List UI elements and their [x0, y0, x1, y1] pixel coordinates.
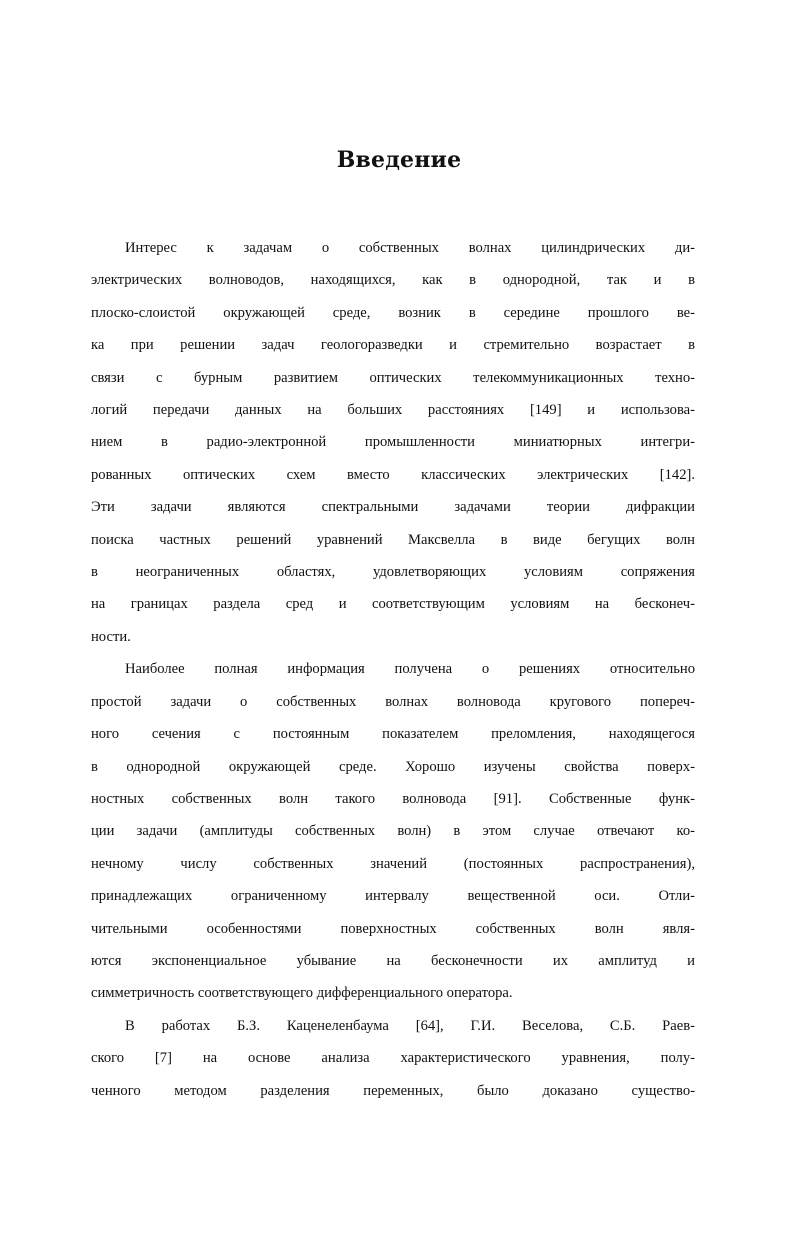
text-line: в однородной окружающей среде. Хорошо изучены свойства поверх- — [91, 758, 695, 775]
text-line: ского [7] на основе анализа характеристического уравнения, полу- — [91, 1050, 695, 1067]
text-line: Интерес к задачам о собственных волнах цилиндрических ди- — [125, 240, 695, 256]
text-line: чительными особенностями поверхностных собственных волн явля- — [91, 920, 695, 937]
text-line: ного сечения с постоянным показателем преломления, находящегося — [91, 726, 695, 743]
text-line: ности. — [91, 628, 131, 645]
body-text — [91, 232, 695, 1107]
paragraph — [91, 653, 695, 1009]
text-line: рованных оптических схем вместо классических электрических [142]. — [91, 466, 695, 483]
paragraph — [91, 232, 695, 653]
text-line: симметричность соответствующего дифференциального оператора. — [91, 985, 513, 1002]
text-line: ченного методом разделения переменных, было доказано существо- — [91, 1082, 695, 1099]
text-line: ются экспоненциальное убывание на бесконечности их амплитуд и — [91, 952, 695, 969]
text-line: Наиболее полная информация получена о решениях относительно — [125, 661, 695, 678]
text-line: ции задачи (амплитуды собственных волн) в этом случае отвечают ко- — [91, 823, 695, 840]
text-line: в неограниченных областях, удовлетворяющих условиям сопряжения — [91, 564, 695, 581]
text-line: поиска частных решений уравнений Максвелла в виде бегущих волн — [91, 531, 695, 548]
text-line: простой задачи о собственных волнах волновода кругового попереч- — [91, 693, 695, 710]
text-line: электрических волноводов, находящихся, как в однородной, так и в — [91, 272, 695, 289]
text-line: ка при решении задач геологоразведки и стремительно возрастает в — [91, 337, 695, 354]
text-line: Эти задачи являются спектральными задачами теории дифракции — [91, 499, 695, 516]
chapter-heading: Введение — [336, 147, 462, 173]
text-line: принадлежащих ограниченному интервалу вещественной оси. Отли- — [91, 888, 695, 905]
text-line: плоско-слоистой окружающей среде, возник в середине прошлого ве- — [91, 304, 695, 321]
text-line: ностных собственных волн такого волновода [91]. Собственные функ- — [91, 790, 695, 807]
text-line: нечному числу собственных значений (постоянных распространения), — [91, 855, 695, 872]
text-line: связи с бурным развитием оптических телекоммуникационных техно- — [91, 369, 695, 386]
paragraph — [91, 1010, 695, 1107]
text-line: на границах раздела сред и соответствующим условиям на бесконеч- — [91, 596, 695, 613]
text-line: логий передачи данных на больших расстояниях [149] и использова- — [91, 402, 695, 419]
text-line: нием в радио-электронной промышленности миниатюрных интегри- — [91, 434, 695, 451]
text-line: В работах Б.З. Каценеленбаума [64], Г.И. Веселова, С.Б. Раев- — [125, 1017, 695, 1034]
